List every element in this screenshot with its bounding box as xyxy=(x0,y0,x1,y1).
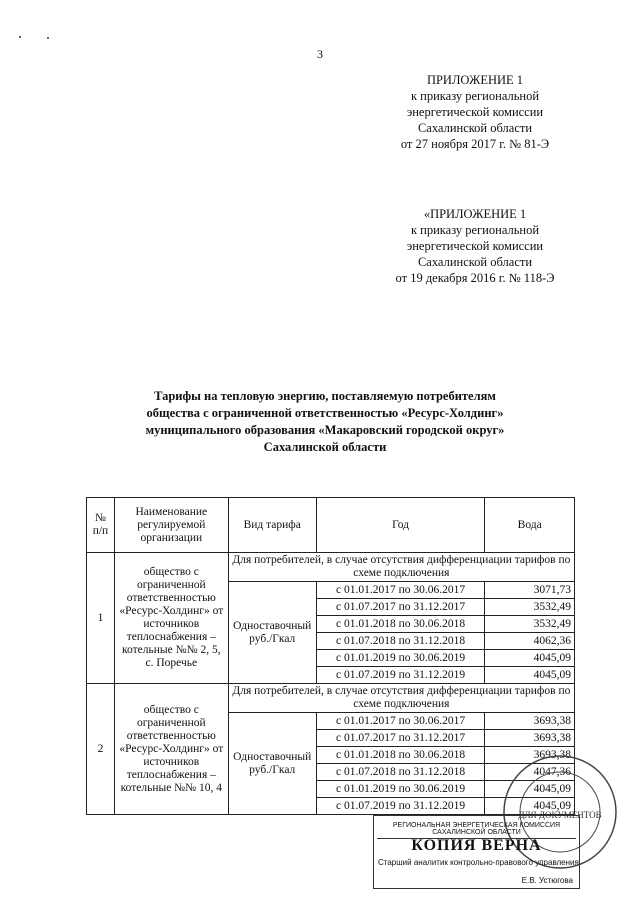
tariff-period: с 01.01.2018 по 30.06.2018 xyxy=(316,616,485,633)
tariff-value: 4045,09 xyxy=(485,798,575,815)
tariff-period: с 01.01.2017 по 30.06.2017 xyxy=(316,582,485,599)
appendix-date: от 19 декабря 2016 г. № 118-Э xyxy=(395,271,555,285)
appendix-line: к приказу региональной xyxy=(410,223,540,237)
tariff-period: с 01.01.2018 по 30.06.2018 xyxy=(316,747,485,764)
organization-name: общество с ограниченной ответственностью «Ресурс-Холдинг» от источников теплоснабжения – котельные №№ 2, 5, с. Поречье xyxy=(114,553,228,684)
scan-artifact xyxy=(19,36,21,38)
tariff-type: Одноставочный руб./Гкал xyxy=(228,582,316,684)
appendix-date: от 27 ноября 2017 г. № 81-Э xyxy=(400,137,550,151)
tariff-type: Одноставочный руб./Гкал xyxy=(228,713,316,815)
appendix-previous xyxy=(360,206,590,286)
appendix-line: энергетической комиссии xyxy=(406,239,544,253)
tariff-period: с 01.07.2018 по 31.12.2018 xyxy=(316,633,485,650)
stamp-organization: РЕГИОНАЛЬНАЯ ЭНЕРГЕТИЧЕСКАЯ КОМИССИЯ САХАЛИНСКОЙ ОБЛАСТИ xyxy=(377,822,576,839)
header-water: Вода xyxy=(485,498,575,553)
row-number: 2 xyxy=(87,684,115,815)
title-line: общества с ограниченной ответственностью «Ресурс-Холдинг» xyxy=(146,406,504,420)
appendix-current xyxy=(360,72,590,152)
title-line: Тарифы на тепловую энергию, поставляемую потребителям xyxy=(154,389,496,403)
consumer-note: Для потребителей, в случае отсутствия дифференциации тарифов по схеме подключения xyxy=(228,553,574,582)
appendix-line: Сахалинской области xyxy=(417,121,533,135)
tariff-value: 3071,73 xyxy=(485,582,575,599)
tariff-value: 4045,09 xyxy=(485,667,575,684)
tariff-value: 4045,09 xyxy=(485,781,575,798)
table-row xyxy=(87,684,575,713)
tariff-period: с 01.07.2017 по 31.12.2017 xyxy=(316,599,485,616)
row-number: 1 xyxy=(87,553,115,684)
title-line: муниципального образования «Макаровский городской округ» xyxy=(145,423,505,437)
document-title xyxy=(95,388,555,456)
appendix-line: к приказу региональной xyxy=(410,89,540,103)
header-org: Наименование регулируемой организации xyxy=(114,498,228,553)
tariff-value: 4062,36 xyxy=(485,633,575,650)
tariff-value: 3693,38 xyxy=(485,730,575,747)
tariff-value: 4047,36 xyxy=(485,764,575,781)
page-number: 3 xyxy=(317,47,323,61)
tariff-value: 3693,38 xyxy=(485,747,575,764)
header-num: № п/п xyxy=(87,498,115,553)
stamp-title: КОПИЯ ВЕРНА xyxy=(411,837,542,854)
tariff-period: с 01.07.2017 по 31.12.2017 xyxy=(316,730,485,747)
appendix-line: энергетической комиссии xyxy=(406,105,544,119)
appendix-heading: ПРИЛОЖЕНИЕ 1 xyxy=(426,73,524,87)
table-row xyxy=(87,553,575,582)
stamp-signatory: Е.В. Устюгова xyxy=(521,876,573,885)
tariff-period: с 01.07.2019 по 31.12.2019 xyxy=(316,667,485,684)
header-year: Год xyxy=(316,498,485,553)
tariff-period: с 01.01.2019 по 30.06.2019 xyxy=(316,781,485,798)
tariff-value: 3693,38 xyxy=(485,713,575,730)
stamp-position: Старший аналитик контрольно-правового управления xyxy=(378,858,579,867)
tariff-value: 3532,49 xyxy=(485,616,575,633)
consumer-note: Для потребителей, в случае отсутствия дифференциации тарифов по схеме подключения xyxy=(228,684,574,713)
copy-stamp xyxy=(373,815,580,889)
tariff-value: 4045,09 xyxy=(485,650,575,667)
scan-artifact xyxy=(47,37,49,39)
tariff-period: с 01.07.2019 по 31.12.2019 xyxy=(316,798,485,815)
tariff-period: с 01.07.2018 по 31.12.2018 xyxy=(316,764,485,781)
appendix-heading: «ПРИЛОЖЕНИЕ 1 xyxy=(423,207,527,221)
organization-name: общество с ограниченной ответственностью «Ресурс-Холдинг» от источников теплоснабжения – котельные №№ 10, 4 xyxy=(114,684,228,815)
tariff-period: с 01.01.2019 по 30.06.2019 xyxy=(316,650,485,667)
header-type: Вид тарифа xyxy=(228,498,316,553)
appendix-line: Сахалинской области xyxy=(417,255,533,269)
seal-text: ДЛЯ ДОКУМЕНТОВ xyxy=(518,810,602,820)
tariff-value: 3532,49 xyxy=(485,599,575,616)
title-line: Сахалинской области xyxy=(263,440,387,454)
table-header-row xyxy=(87,498,575,553)
tariff-period: с 01.01.2017 по 30.06.2017 xyxy=(316,713,485,730)
